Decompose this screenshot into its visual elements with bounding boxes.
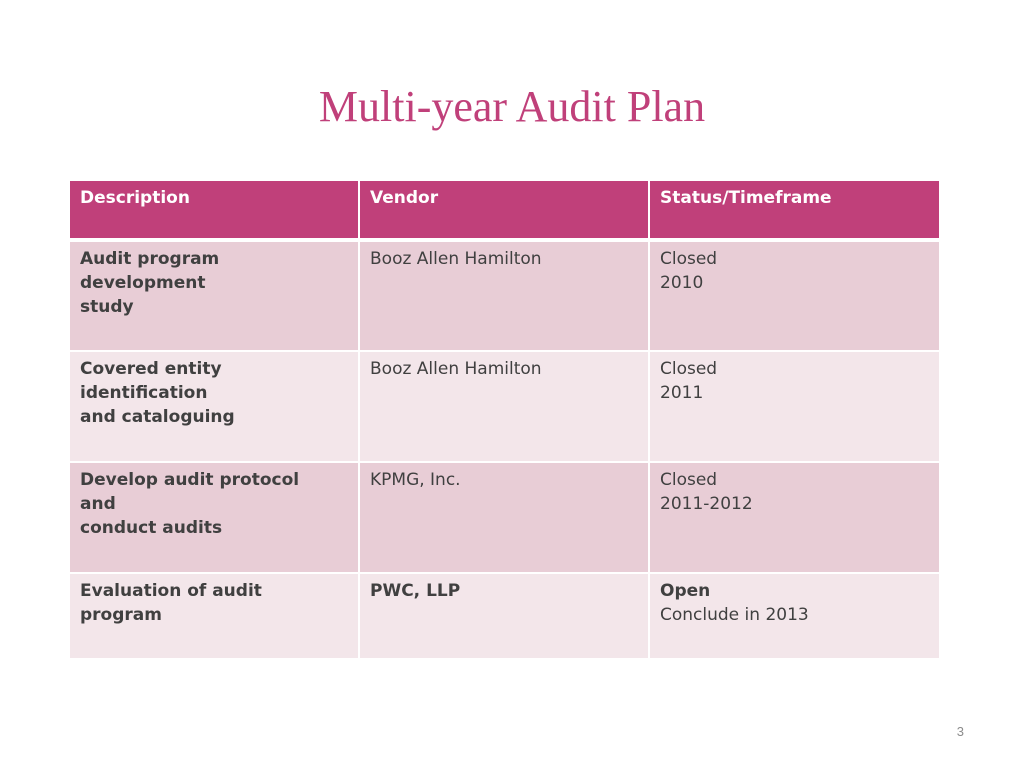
- table-row: [69, 573, 940, 659]
- description-line: Evaluation of audit: [80, 581, 262, 601]
- table-row: [69, 351, 940, 462]
- description-line: and: [80, 494, 116, 514]
- table-row: [69, 462, 940, 573]
- vendor-cell: Booz Allen Hamilton: [359, 240, 649, 351]
- status-cell: [649, 351, 940, 462]
- description-line: Covered entity: [80, 359, 222, 379]
- description-line: study: [80, 297, 134, 317]
- page-number: 3: [956, 724, 964, 739]
- description-line: Audit program: [80, 249, 220, 269]
- vendor-cell: Booz Allen Hamilton: [359, 351, 649, 462]
- description-line: and cataloguing: [80, 407, 235, 427]
- status-cell: [649, 462, 940, 573]
- status-cell: [649, 240, 940, 351]
- description-line: identification: [80, 383, 208, 403]
- description-cell: [69, 240, 359, 351]
- table-header-row: [69, 180, 940, 240]
- timeframe-text: 2011-2012: [660, 494, 753, 514]
- timeframe-text: 2011: [660, 383, 704, 403]
- timeframe-text: 2010: [660, 273, 704, 293]
- status-text: Open: [660, 581, 711, 601]
- description-line: program: [80, 605, 162, 625]
- vendor-cell: KPMG, Inc.: [359, 462, 649, 573]
- column-header-status-timeframe: Status/Timeframe: [649, 180, 940, 240]
- description-line: Develop audit protocol: [80, 470, 300, 490]
- status-cell: [649, 573, 940, 659]
- audit-plan-table: [68, 179, 941, 660]
- description-line: conduct audits: [80, 518, 223, 538]
- timeframe-text: Conclude in 2013: [660, 605, 809, 625]
- description-line: development: [80, 273, 206, 293]
- vendor-cell: PWC, LLP: [359, 573, 649, 659]
- slide-title: Multi-year Audit Plan: [318, 82, 706, 131]
- column-header-vendor: Vendor: [359, 180, 649, 240]
- description-cell: [69, 351, 359, 462]
- status-text: Closed: [660, 359, 718, 379]
- table-row: [69, 240, 940, 351]
- status-text: Closed: [660, 470, 718, 490]
- description-cell: [69, 573, 359, 659]
- description-cell: [69, 462, 359, 573]
- status-text: Closed: [660, 249, 718, 269]
- column-header-description: Description: [69, 180, 359, 240]
